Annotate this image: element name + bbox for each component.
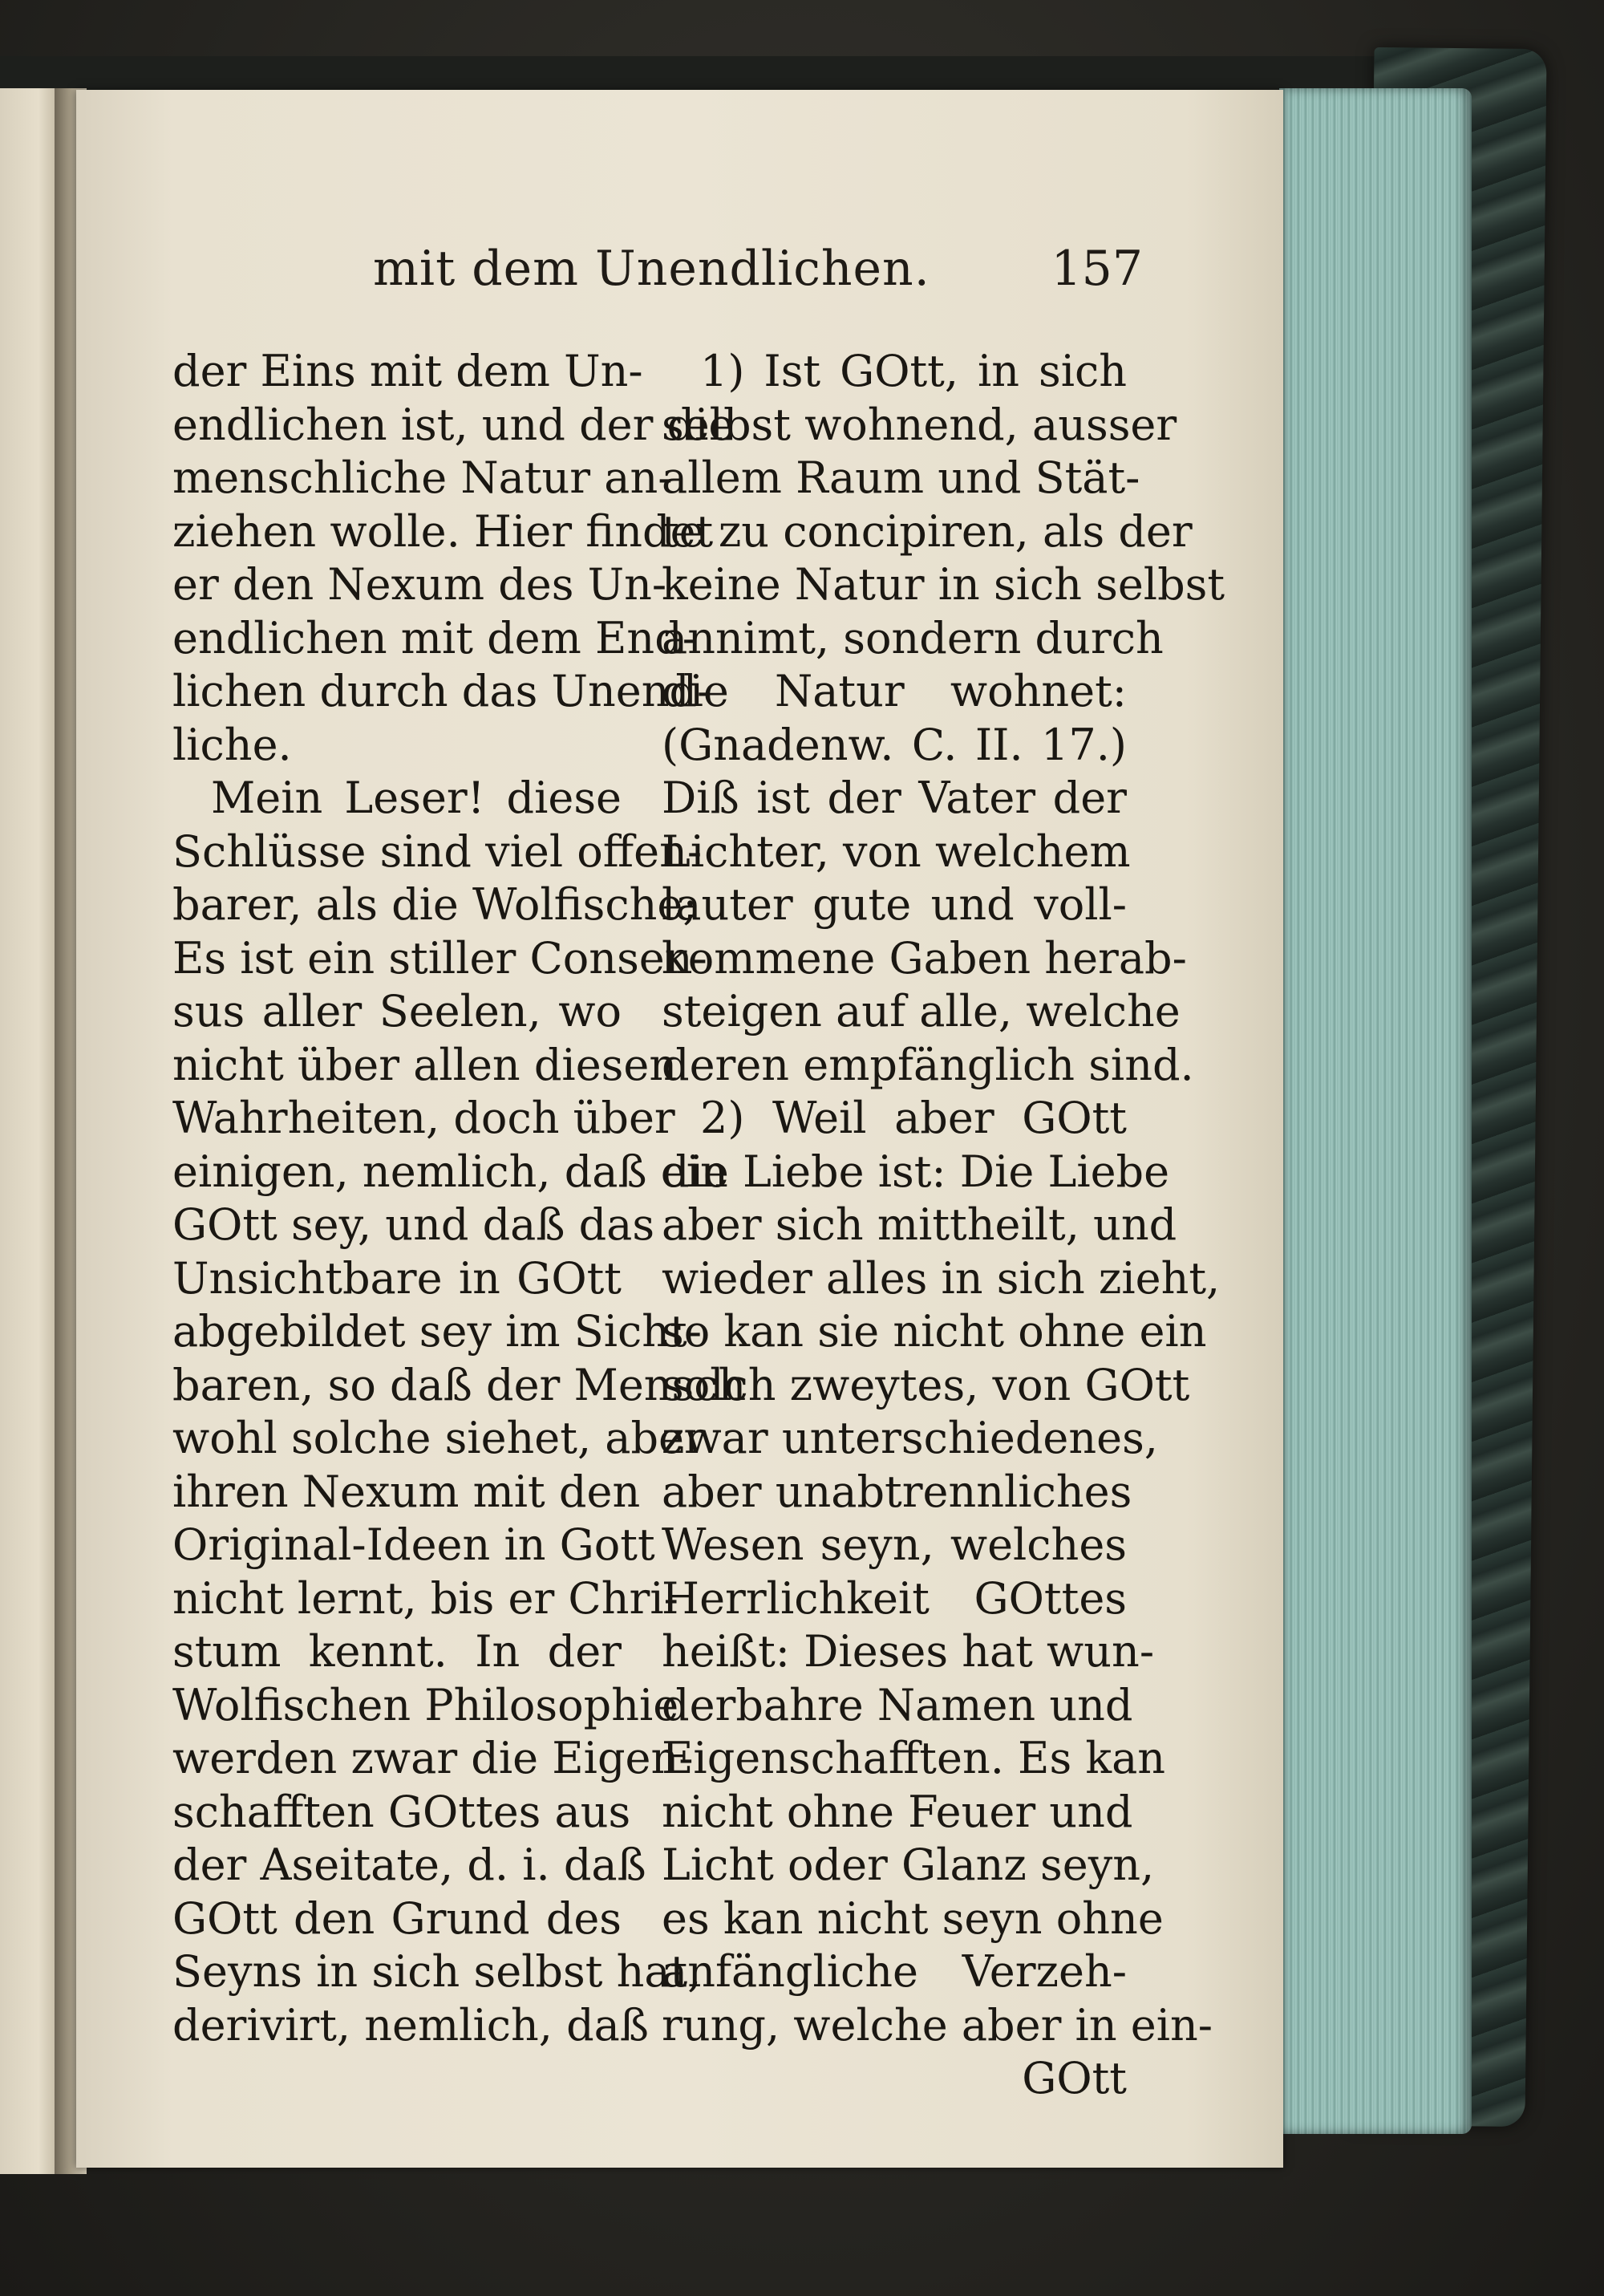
- text-line: Es ist ein stiller Consen-: [172, 932, 707, 984]
- text-line: sus aller Seelen, wo: [172, 986, 622, 1036]
- text-line: Eigenschafften. Es kan: [662, 1733, 1166, 1783]
- text-line: aber sich mittheilt, und: [662, 1199, 1177, 1250]
- text-line: stum kennt. In der: [172, 1626, 622, 1677]
- text-line: schafften GOttes aus: [172, 1786, 631, 1837]
- text-line: einigen, nemlich, daß ein: [172, 1146, 728, 1197]
- text-line: so kan sie nicht ohne ein: [662, 1306, 1207, 1357]
- right-text-column: [662, 345, 1225, 2106]
- text-line: 1) Ist GOtt, in sich: [700, 346, 1127, 396]
- text-line: die Liebe ist: Die Liebe: [662, 1146, 1170, 1197]
- text-line: liche.: [172, 719, 292, 770]
- text-line: lauter gute und voll-: [662, 879, 1127, 930]
- text-line: endlichen ist, und der die: [172, 399, 735, 450]
- text-line: der Eins mit dem Un-: [172, 346, 643, 396]
- text-line: te zu concipiren, als der: [662, 505, 1193, 557]
- text-line: derivirt, nemlich, daß: [172, 1999, 649, 2051]
- text-line: Lichter, von welchem: [662, 826, 1131, 877]
- text-line: der Aseitate, d. i. daß: [172, 1840, 646, 1890]
- page-header: [373, 241, 1143, 305]
- text-line: (Gnadenw. C. II. 17.): [662, 719, 1127, 770]
- text-line: anfängliche Verzeh-: [662, 1946, 1127, 1997]
- text-line: GOtt sey, und daß das: [172, 1199, 655, 1250]
- text-line: Wesen seyn, welches: [662, 1519, 1127, 1570]
- text-line: Seyns in sich selbst hat,: [172, 1946, 702, 1997]
- text-line: nicht über allen diesen: [172, 1039, 678, 1090]
- text-line: 2) Weil aber GOtt: [700, 1093, 1127, 1143]
- text-line: wohl solche siehet, aber: [172, 1413, 705, 1463]
- text-line: solch zweytes, von GOtt: [662, 1359, 1190, 1410]
- text-line: Schlüsse sind viel offen-: [172, 826, 703, 877]
- text-line: Licht oder Glanz seyn,: [662, 1840, 1155, 1890]
- text-line: aber unabtrennliches: [662, 1466, 1132, 1517]
- catchword: GOtt: [1022, 2053, 1127, 2103]
- text-line: baren, so daß der Mensch: [172, 1359, 747, 1410]
- text-line: Mein Leser! diese: [211, 773, 622, 823]
- text-line: Wolfischen Philosophie: [172, 1679, 679, 1730]
- text-line: ziehen wolle. Hier findet: [172, 505, 714, 557]
- text-line: allem Raum und Stät-: [662, 452, 1140, 503]
- running-head: mit dem Unendlichen.: [373, 241, 930, 297]
- text-line: er den Nexum des Un-: [172, 559, 667, 610]
- text-line: menschliche Natur an-: [172, 452, 673, 503]
- text-line: werden zwar die Eigen-: [172, 1733, 694, 1783]
- text-line: nicht ohne Feuer und: [662, 1786, 1133, 1837]
- text-line: wieder alles in sich zieht,: [662, 1252, 1221, 1304]
- text-line: Wahrheiten, doch über: [172, 1093, 675, 1143]
- text-line: abgebildet sey im Sicht-: [172, 1306, 702, 1357]
- text-line: nicht lernt, bis er Chri-: [172, 1572, 678, 1624]
- text-line: ihren Nexum mit den: [172, 1466, 641, 1517]
- text-line: Herrlichkeit GOttes: [662, 1572, 1127, 1624]
- text-line: Original-Ideen in Gott: [172, 1519, 655, 1570]
- text-line: Unsichtbare in GOtt: [172, 1252, 622, 1304]
- text-line: deren empfänglich sind.: [662, 1039, 1194, 1090]
- text-line: barer, als die Wolfische;: [172, 879, 698, 930]
- text-line: die Natur wohnet:: [662, 666, 1127, 716]
- page-edges: [1279, 88, 1472, 2134]
- page-number: 157: [1051, 241, 1143, 297]
- text-line: rung, welche aber in ein-: [662, 1999, 1213, 2051]
- text-line: derbahre Namen und: [662, 1679, 1133, 1730]
- text-line: keine Natur in sich selbst: [662, 559, 1225, 610]
- text-line: Diß ist der Vater der: [662, 773, 1127, 823]
- text-line: es kan nicht seyn ohne: [662, 1892, 1164, 1944]
- left-text-column: [172, 345, 747, 2052]
- text-line: lichen durch das Unend-: [172, 666, 712, 716]
- text-line: endlichen mit dem End-: [172, 612, 698, 663]
- text-line: annimt, sondern durch: [662, 612, 1164, 663]
- text-line: zwar unterschiedenes,: [662, 1413, 1158, 1463]
- text-line: GOtt den Grund des: [172, 1892, 622, 1944]
- text-line: heißt: Dieses hat wun-: [662, 1626, 1155, 1677]
- text-line: kommene Gaben herab-: [662, 932, 1187, 984]
- text-line: selbst wohnend, ausser: [662, 399, 1177, 450]
- text-line: steigen auf alle, welche: [662, 986, 1181, 1036]
